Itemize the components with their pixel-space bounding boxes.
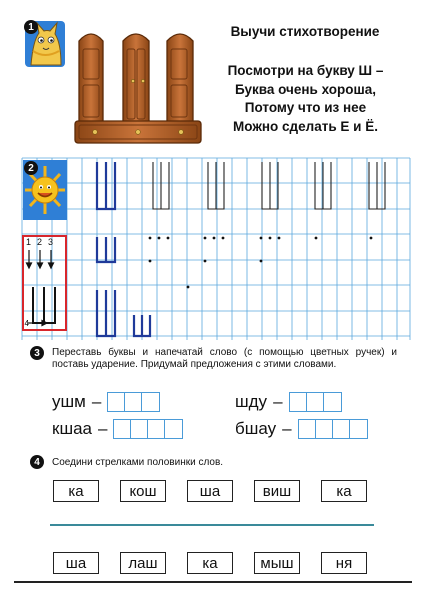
exercise-number-1: 1 [24,20,38,34]
letter-box[interactable] [125,393,142,411]
word-task-3 [52,419,183,439]
letter-box[interactable] [114,420,131,438]
stroke-order-arrows-icon [24,237,65,329]
scrambled-word: бшау [235,419,277,438]
page-bottom-rule [14,581,412,583]
letter-box[interactable] [142,393,159,411]
poem-line-1: Посмотри на букву Ш – [227,63,384,78]
word-half-top-4[interactable]: виш [254,480,300,502]
divider-line [50,524,374,526]
word-half-bottom-3[interactable]: ка [187,552,233,574]
scrambled-word: шду [235,392,268,411]
word-task-2 [235,392,342,412]
letter-boxes[interactable] [107,392,160,412]
exercise-number-3: 3 [30,346,44,360]
letter-box[interactable] [333,420,350,438]
poem-line-3: Потому что из нее [244,100,367,115]
exercise-3-instruction: Переставь буквы и напечатай слово (с помощью цветных ручек) и поставь ударение. Придумай предложения с этими словами. [52,347,397,370]
letter-box[interactable] [165,420,182,438]
exercise-number-4: 4 [30,455,44,469]
letter-box[interactable] [290,393,307,411]
word-half-bottom-1[interactable]: ша [53,552,99,574]
word-half-top-5[interactable]: ка [321,480,367,502]
dash: – [98,419,108,438]
letter-box[interactable] [316,420,333,438]
dash: – [282,419,292,438]
letter-box[interactable] [299,420,316,438]
stroke-number-3: 3 [48,237,54,247]
letter-box[interactable] [350,420,367,438]
poem-line-2: Буква очень хороша, [234,81,377,97]
dash: – [273,392,283,411]
word-half-top-2[interactable]: кош [120,480,166,502]
word-half-bottom-4[interactable]: мыш [254,552,300,574]
letter-box[interactable] [324,393,341,411]
letter-box[interactable] [148,420,165,438]
dash: – [91,392,102,411]
poem-title: Выучи стихотворение [230,24,380,39]
exercise-4-instruction: Соедини стрелками половинки слов. [52,457,224,468]
exercise-number-2: 2 [24,161,38,175]
letter-boxes[interactable] [113,419,183,439]
svg-text:4: 4 [24,319,29,328]
word-half-top-1[interactable]: ка [53,480,99,502]
poem-line-4: Можно сделать Е и Ё. [233,118,378,134]
exercise-2-icon [23,160,67,220]
letter-boxes[interactable] [298,419,368,439]
stroke-number-1: 1 [26,237,32,247]
word-half-top-3[interactable]: ша [187,480,233,502]
word-half-bottom-5[interactable]: ня [321,552,367,574]
word-task-4 [235,419,368,439]
letter-box[interactable] [108,393,125,411]
letter-box[interactable] [131,420,148,438]
word-task-1 [52,392,160,412]
scrambled-word: ушм [52,392,86,411]
word-half-bottom-2[interactable]: лаш [120,552,166,574]
letter-box[interactable] [307,393,324,411]
scrambled-word: кшаа [52,419,92,438]
stroke-order-box [22,235,67,331]
stroke-number-2: 2 [37,237,43,247]
letter-boxes[interactable] [289,392,342,412]
